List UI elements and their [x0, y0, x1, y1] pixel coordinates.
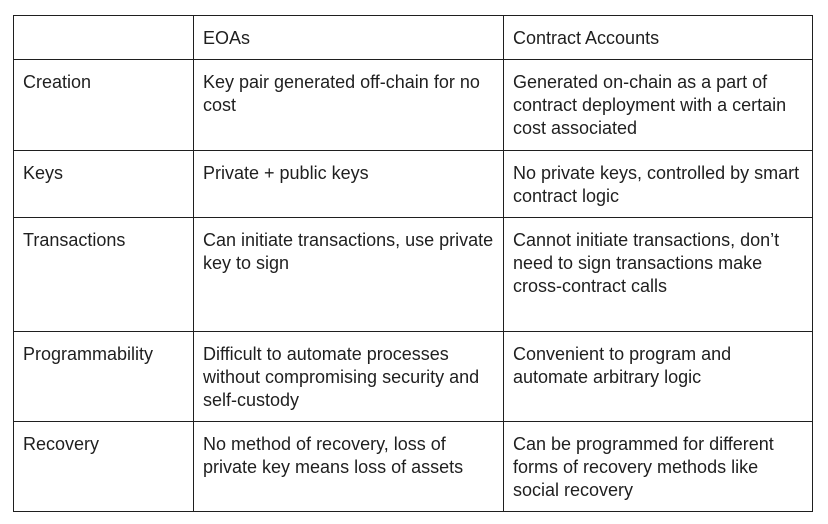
table-row: [14, 422, 813, 512]
header-cell-contract-accounts: Contract Accounts: [504, 16, 813, 60]
contract-cell: Can be programmed for different forms of recovery methods like social recovery: [504, 422, 813, 512]
eoa-cell: Private + public keys: [194, 151, 504, 218]
contract-cell: No private keys, controlled by smart contract logic: [504, 151, 813, 218]
row-label: Keys: [14, 151, 194, 218]
header-row: [14, 16, 813, 60]
contract-cell: Generated on-chain as a part of contract deployment with a certain cost associated: [504, 60, 813, 151]
eoa-cell: No method of recovery, loss of private key means loss of assets: [194, 422, 504, 512]
row-label: Transactions: [14, 218, 194, 332]
eoa-cell: Can initiate transactions, use private key to sign: [194, 218, 504, 332]
eoa-cell: Difficult to automate processes without compromising security and self-custody: [194, 332, 504, 422]
header-cell-eoas: EOAs: [194, 16, 504, 60]
row-label: Creation: [14, 60, 194, 151]
contract-cell: Cannot initiate transactions, don’t need to sign transactions make cross-contract calls: [504, 218, 813, 332]
table-row: [14, 60, 813, 151]
row-label: Programmability: [14, 332, 194, 422]
header-cell-empty: [14, 16, 194, 60]
table-row: [14, 151, 813, 218]
row-label: Recovery: [14, 422, 194, 512]
comparison-table: [13, 15, 813, 512]
contract-cell: Convenient to program and automate arbitrary logic: [504, 332, 813, 422]
table-row: [14, 332, 813, 422]
eoa-cell: Key pair generated off-chain for no cost: [194, 60, 504, 151]
table-row: [14, 218, 813, 332]
